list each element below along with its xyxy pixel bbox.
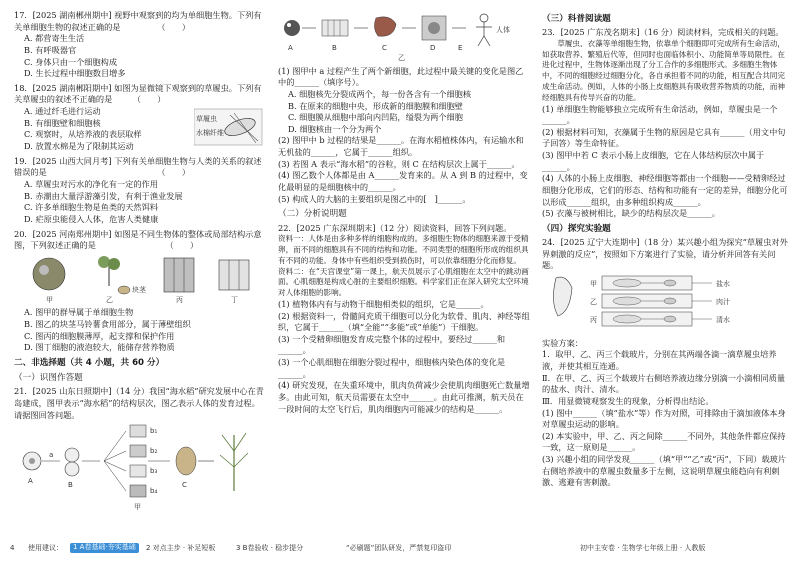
q24-figure <box>542 272 786 334</box>
q23-part-3: (3) 图甲中若 C 表示小肠上皮细胞，它在人体结构层次中属于______。 <box>542 150 765 172</box>
q23-part-5: (5) 衣藻与被树相比，缺少的结构层次是______。 <box>542 208 720 219</box>
q23-part-4: (4) 人体的小肠上皮细胞、神经细胞等都由一个细胞——受精卵经过细胞分化形成，它们的形态、结构和功能有一定的差异，细胞分化可以形成______组织，由多种组织构成______。 <box>542 173 788 207</box>
q24-stem: 24．[2025 辽宁大连期中]（18 分）某兴趣小组为探究“草履虫对外界刺激的反应”，按照如下方案进行了实验，请分析并回答有关问题。 <box>542 237 788 271</box>
q19-option-a[interactable]: A. 草履虫对污水的净化有一定的作用 <box>24 178 158 189</box>
q21-fig-label-a-cell: A <box>28 477 33 486</box>
question-17 <box>14 10 266 80</box>
q24-part-2: (2) 本实验中，甲、乙、丙之间除______不同外，其他条件都应保持一致，这一原则是______。 <box>542 430 786 453</box>
q22-part-3b: (3) 一个心肌细胞在细胞分裂过程中，细胞核内染色体的变化是______。 <box>278 357 506 379</box>
q24-label-jia: 甲 <box>590 280 597 289</box>
q21-fig-label-b1: b₁ <box>150 427 158 436</box>
subsection-1-title: （一）识图作答题 <box>14 373 83 384</box>
q18-option-a[interactable]: A. 通过纤毛进行运动 <box>24 106 101 117</box>
q22-stem: 22．[2025 广东深圳期末]（12 分）阅读资料，回答下列问题。 <box>278 222 512 233</box>
q20-fig-label-yi: 乙 <box>106 295 113 304</box>
q21-part-1-option-a[interactable]: A. 细胞核先分裂成两个，每一份各含有一个细胞核 <box>288 88 472 99</box>
q19-option-c[interactable]: C. 许多单细胞生物是鱼类的天然饵料 <box>24 202 158 213</box>
q19-stem: 19．[2025 山西大同月考] 下列有关单细胞生物与人类的关系的叙述错误的是 （ ） <box>14 155 262 178</box>
q22-part-4: (4) 研究发现，在失重环境中，肌肉负荷减少会使肌肉细胞死亡数量增多。由此可知，航天员需要在太空中______。由此可推测，航天员在一段时间的太空飞行后，肌肉细胞内可能减少的结构是______。 <box>278 380 530 414</box>
q24-label-water: 清水 <box>716 316 730 325</box>
section-2-title: 二、非选择题（共 4 小题，共 60 分） <box>14 358 165 369</box>
q21-fig-label-b3: b₃ <box>150 467 158 476</box>
q21-stem: 21．[2025 山东日照期中]（14 分）我国“海水稻”研究发展中心在青岛建成，图甲表示“海水稻”的结构层次，图乙表示人体的发育过程。请据图回答问题。 <box>14 386 264 420</box>
q23-passage: 草履虫、衣藻等单细胞生物，依靠单个细胞即可完成所有生命活动，如获取营养、繁殖后代等，但同时也面临体积小、功能简单等局限性。在进化过程中，生物体逐渐出现了分工合作的多细胞形式。多细胞生物体中，不同的细胞经过细胞分化，各自承担着不同的功能，相互配合共同完成生命活动。例如，人体的小肠上皮细胞具有吸收营养物质的功能，而神经细胞具有传导兴奋的功能。 <box>542 38 785 102</box>
q24-label-broth: 肉汁 <box>716 298 730 307</box>
q24-step-title: 实验方案： <box>542 337 583 348</box>
q20-figure <box>14 252 264 304</box>
q21-fig-caption-jia: 甲 <box>134 503 141 512</box>
footer-tips: 使用建议： <box>28 544 63 552</box>
q18-figure-label-2: 水棉纤维 <box>196 128 224 137</box>
q20-option-d[interactable]: D. 图丁细胞的液泡较大，能储存营养物质 <box>24 342 175 353</box>
q21-yi-label-d: D <box>430 44 436 52</box>
q20-fig-label-ding: 丁 <box>231 295 238 304</box>
q21-part-3: (3) 若图 A 表示“海水稻”的谷粒，则 C 在结构层次上属于______。 <box>278 158 520 169</box>
q21-fig-label-a-process: a <box>49 451 54 460</box>
footer-book-title: 初中主安卷 · 生物学七年级上册 · 人教版 <box>580 544 706 552</box>
q21-yi-label-c: C <box>382 44 387 52</box>
q23-part-1: (1) 单细胞生物能够独立完成所有生命活动，例如，草履虫是一个______。 <box>542 103 778 126</box>
q24-part-1: (1) 图中______（填“盐水”等）作为对照，可排除由于滴加液体本身对草履虫运动的影响。 <box>542 407 786 430</box>
q21-part-1-option-d[interactable]: D. 细胞核由一个分为两个 <box>288 123 382 134</box>
q21-yi-caption: 乙 <box>398 54 405 62</box>
q20-fig-label-jia: 甲 <box>46 295 53 304</box>
subsection-4-title: （四）探究实验题 <box>542 223 611 234</box>
q23-part-2: (2) 根据材料可知，衣藻属于生物的原因是它具有______（用文中句子回答）等生命特征。 <box>542 126 786 149</box>
q21-yi-label-a: A <box>288 44 293 52</box>
question-24 <box>542 237 788 489</box>
q24-label-yi: 乙 <box>590 298 597 307</box>
q18-figure-label-1: 草履虫 <box>196 114 217 123</box>
question-20 <box>14 229 266 354</box>
q21-fig-label-b4: b₄ <box>150 487 158 496</box>
q24-label-bing: 丙 <box>590 316 597 325</box>
q21-figure-yi <box>278 10 530 62</box>
left-column <box>14 10 266 538</box>
footer-step-2: 2 对点主步 · 补足短板 <box>146 544 216 552</box>
page-footer <box>0 540 800 560</box>
q22-part-2: (2) 根据资料一，骨髓间充质干细胞可以分化为软骨、肌肉、神经等组织，它属于______（填“全能”“多能”或“单能”）干细胞。 <box>278 310 530 333</box>
question-22 <box>278 223 530 416</box>
q17-option-d[interactable]: D. 生长过程中细胞数目增多 <box>24 68 126 79</box>
q21-fig-label-b-cell: B <box>68 481 73 490</box>
q21-figure-jia <box>14 421 264 513</box>
q21-yi-label-b: B <box>332 44 337 52</box>
q21-yi-label-human: 人体 <box>496 26 510 34</box>
question-23 <box>542 27 788 220</box>
q22-part-3a: (3) 一个受精卵细胞发育成完整个体的过程中，要经过______和______。 <box>278 333 506 356</box>
q18-option-c[interactable]: C. 观察时，从培养液的表层取样 <box>24 129 142 140</box>
q24-label-salt: 盐水 <box>716 280 730 289</box>
q24-step-1: 1．取甲、乙、丙三个载玻片，分别在其两端各滴一滴草履虫培养液，并使其相互连通。 <box>542 349 777 371</box>
q17-stem: 17．[2025 湖南郴州期中] 视野中观察到的均为单细胞生物。下列有关单细胞生物的叙述正确的是 （ ） <box>14 10 262 32</box>
q20-stem: 20．[2025 河南郑州期中] 如图是不同生物体的整体或局部结构示意图，下列叙述正确的是 （ ） <box>14 228 262 251</box>
q22-part-1: (1) 植物体内有与动物干细胞相类似的组织，它是______。 <box>278 298 489 309</box>
question-21 <box>14 386 266 517</box>
footer-step-3: 3 B卷验收 · 稳步提分 <box>236 544 304 552</box>
q23-stem: 23．[2025 广东茂名期末]（16 分）阅读材料，完成相关的问题。 <box>542 27 784 38</box>
subsection-2-title: （二）分析说明题 <box>278 209 347 220</box>
q20-option-c[interactable]: C. 图丙的细胞膜薄厚，起支撑和保护作用 <box>24 330 175 341</box>
q24-step-3: Ⅲ．用显微镜观察发生的现象，分析得出结论。 <box>542 395 714 406</box>
q20-fig-label-bing: 丙 <box>176 295 183 304</box>
q18-option-d[interactable]: D. 放置水棉是为了限制其运动 <box>24 141 134 152</box>
q17-option-b[interactable]: B. 有呼吸器官 <box>24 44 77 55</box>
middle-column <box>278 10 530 538</box>
q18-stem: 18．[2025 湖南郴阳期中] 如图为显微镜下观察到的草履虫。下列有关草履虫的叙述不正确的是 （ ） <box>14 82 262 105</box>
q21-part-5: (5) 构成人的大脑的主要组织是图乙中的[ ]______。 <box>278 193 471 204</box>
question-19 <box>14 156 266 226</box>
q19-option-b[interactable]: B. 赤潮由大量浮游藻引发，有利于渔业发展 <box>24 190 183 201</box>
q24-part-3: (3) 兴趣小组的同学发现______（填“甲”“乙”或“丙”，下同）载玻片右侧培养液中的草履虫数量多于左侧，这说明草履虫能趋向有利刺激、逃避有害刺激。 <box>542 454 787 488</box>
q24-step-2: Ⅱ．在甲、乙、丙三个载玻片右侧培养液边缘分别滴一小滴相同质量的盐水、肉汁、清水。 <box>542 372 786 395</box>
q18-option-b[interactable]: B. 有细胞壁和细胞核 <box>24 117 101 128</box>
subsection-3-title: （三）科普阅读题 <box>542 14 611 24</box>
footer-copyright: “必刷题”团队研发，严禁复印盗印 <box>346 544 452 552</box>
q17-option-a[interactable]: A. 都营寄生生活 <box>24 33 85 44</box>
q21-part-1-option-c[interactable]: C. 细胞膜从细胞中部向内凹陷，缢裂为两个细胞 <box>288 112 463 123</box>
q21-part-4: (4) 图乙数个人体都是由 A______发育来的。从 A 到 B 的过程中，变化最明显的是细胞核中的______。 <box>278 170 528 193</box>
question-18 <box>14 83 266 153</box>
right-column <box>542 10 788 538</box>
question-21-parts <box>278 66 530 206</box>
q17-option-c[interactable]: C. 身体只由一个细胞构成 <box>24 56 118 67</box>
q21-part-1: (1) 图甲中 a 过程产生了两个新细胞，此过程中最关键的变化是图乙中的______（填序号）。 <box>278 65 524 88</box>
paramecium-figure <box>194 107 264 147</box>
q20-option-b[interactable]: B. 图乙的块茎马铃薯食用部分，属于薄壁组织 <box>24 319 191 330</box>
q21-fig-label-b2: b₂ <box>150 447 158 456</box>
q22-material-1: 资料一：人体是由多种多样的细胞构成的。多细胞生物体的细胞来源于受精卵，而不同的细胞具有不同的结构和功能。不同类型的细胞所形成的组织具有不同的功能。身体中有些组织受到损伤时，可以依靠细胞分化而修复。 <box>278 234 529 265</box>
page-number: 4 <box>10 544 15 552</box>
q21-fig-label-c: C <box>182 481 187 490</box>
q21-part-2: (2) 图甲中 b 过程的结果是______。在海水稻植株体内，有运输水和无机盐的______，它属于______组织。 <box>278 135 524 158</box>
q19-option-d[interactable]: D. 疟原虫能侵入人体，危害人类健康 <box>24 213 159 224</box>
footer-badge: 1 A卷基础·夯实基础 <box>70 543 139 553</box>
q22-material-2: 资料二：在“天宫课堂”第一课上，航天员展示了心肌细胞在太空中的跳动画面。心肌细胞是构成心脏的主要组织细胞。科学家们正在深入研究太空环境对人体细胞的影响。 <box>278 266 529 298</box>
q21-part-1-option-b[interactable]: B. 在原来的细胞中央，形成新的细胞膜和细胞壁 <box>288 100 463 111</box>
q20-option-a[interactable]: A. 图甲的群导属于单细胞生物 <box>24 307 134 318</box>
q21-yi-label-e: E <box>458 44 463 52</box>
q20-fig-label-tuber: 块茎 <box>132 285 146 294</box>
